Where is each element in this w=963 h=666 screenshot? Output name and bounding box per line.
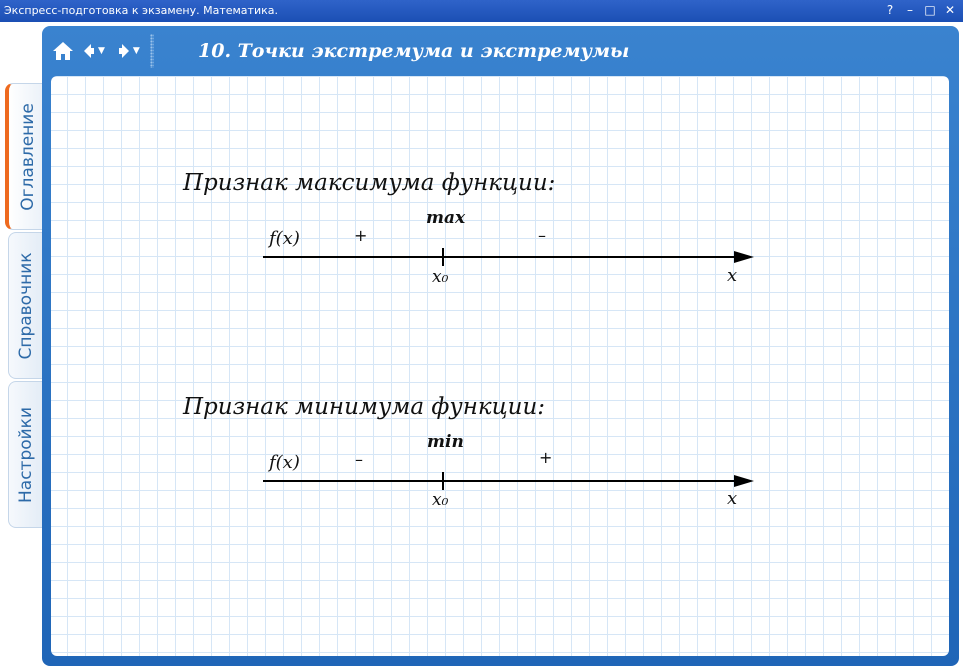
lesson-title: 10. Точки экстремума и экстремумы [198, 40, 630, 62]
window-title: Экспресс-подготовка к экзамену. Математика. [4, 4, 278, 17]
min-right-sign: + [539, 448, 553, 467]
window-controls [883, 2, 957, 18]
nav-toolbar [50, 36, 164, 66]
min-heading: Признак минимума функции: [183, 394, 546, 420]
max-axis-label: x [727, 265, 738, 286]
forward-dropdown-icon[interactable]: ▼ [132, 46, 140, 56]
tab-contents-label: Оглавление [17, 102, 38, 211]
min-left-sign: – [355, 450, 363, 469]
max-left-sign: + [354, 226, 368, 245]
grid-paper [51, 76, 949, 656]
min-x0-label: x₀ [432, 490, 449, 510]
max-right-sign: – [538, 226, 546, 245]
tab-reference[interactable] [8, 232, 43, 379]
maximize-button[interactable]: □ [924, 3, 936, 17]
tab-contents[interactable] [5, 83, 46, 230]
tab-settings-label: Настройки [16, 406, 36, 503]
min-axis-label: x [727, 488, 738, 509]
max-label: max [426, 208, 466, 228]
help-button[interactable]: ? [886, 3, 894, 17]
home-icon[interactable] [50, 38, 76, 64]
main-panel [42, 26, 959, 666]
tab-settings[interactable] [8, 381, 43, 528]
back-dropdown-icon[interactable]: ▼ [98, 46, 105, 56]
toolbar-separator [150, 34, 154, 68]
max-fx-label: f(x) [269, 228, 300, 249]
min-number-line [51, 76, 949, 656]
minimize-button[interactable]: – [907, 3, 913, 17]
max-heading: Признак максимума функции: [183, 170, 556, 196]
tab-reference-label: Справочник [16, 251, 36, 360]
lesson-content [51, 76, 949, 656]
max-x0-label: x₀ [432, 267, 449, 287]
min-fx-label: f(x) [269, 452, 300, 473]
close-button[interactable]: ✕ [944, 3, 956, 17]
window-titlebar [0, 0, 963, 22]
side-tabs [0, 22, 42, 656]
min-label: min [427, 432, 464, 452]
